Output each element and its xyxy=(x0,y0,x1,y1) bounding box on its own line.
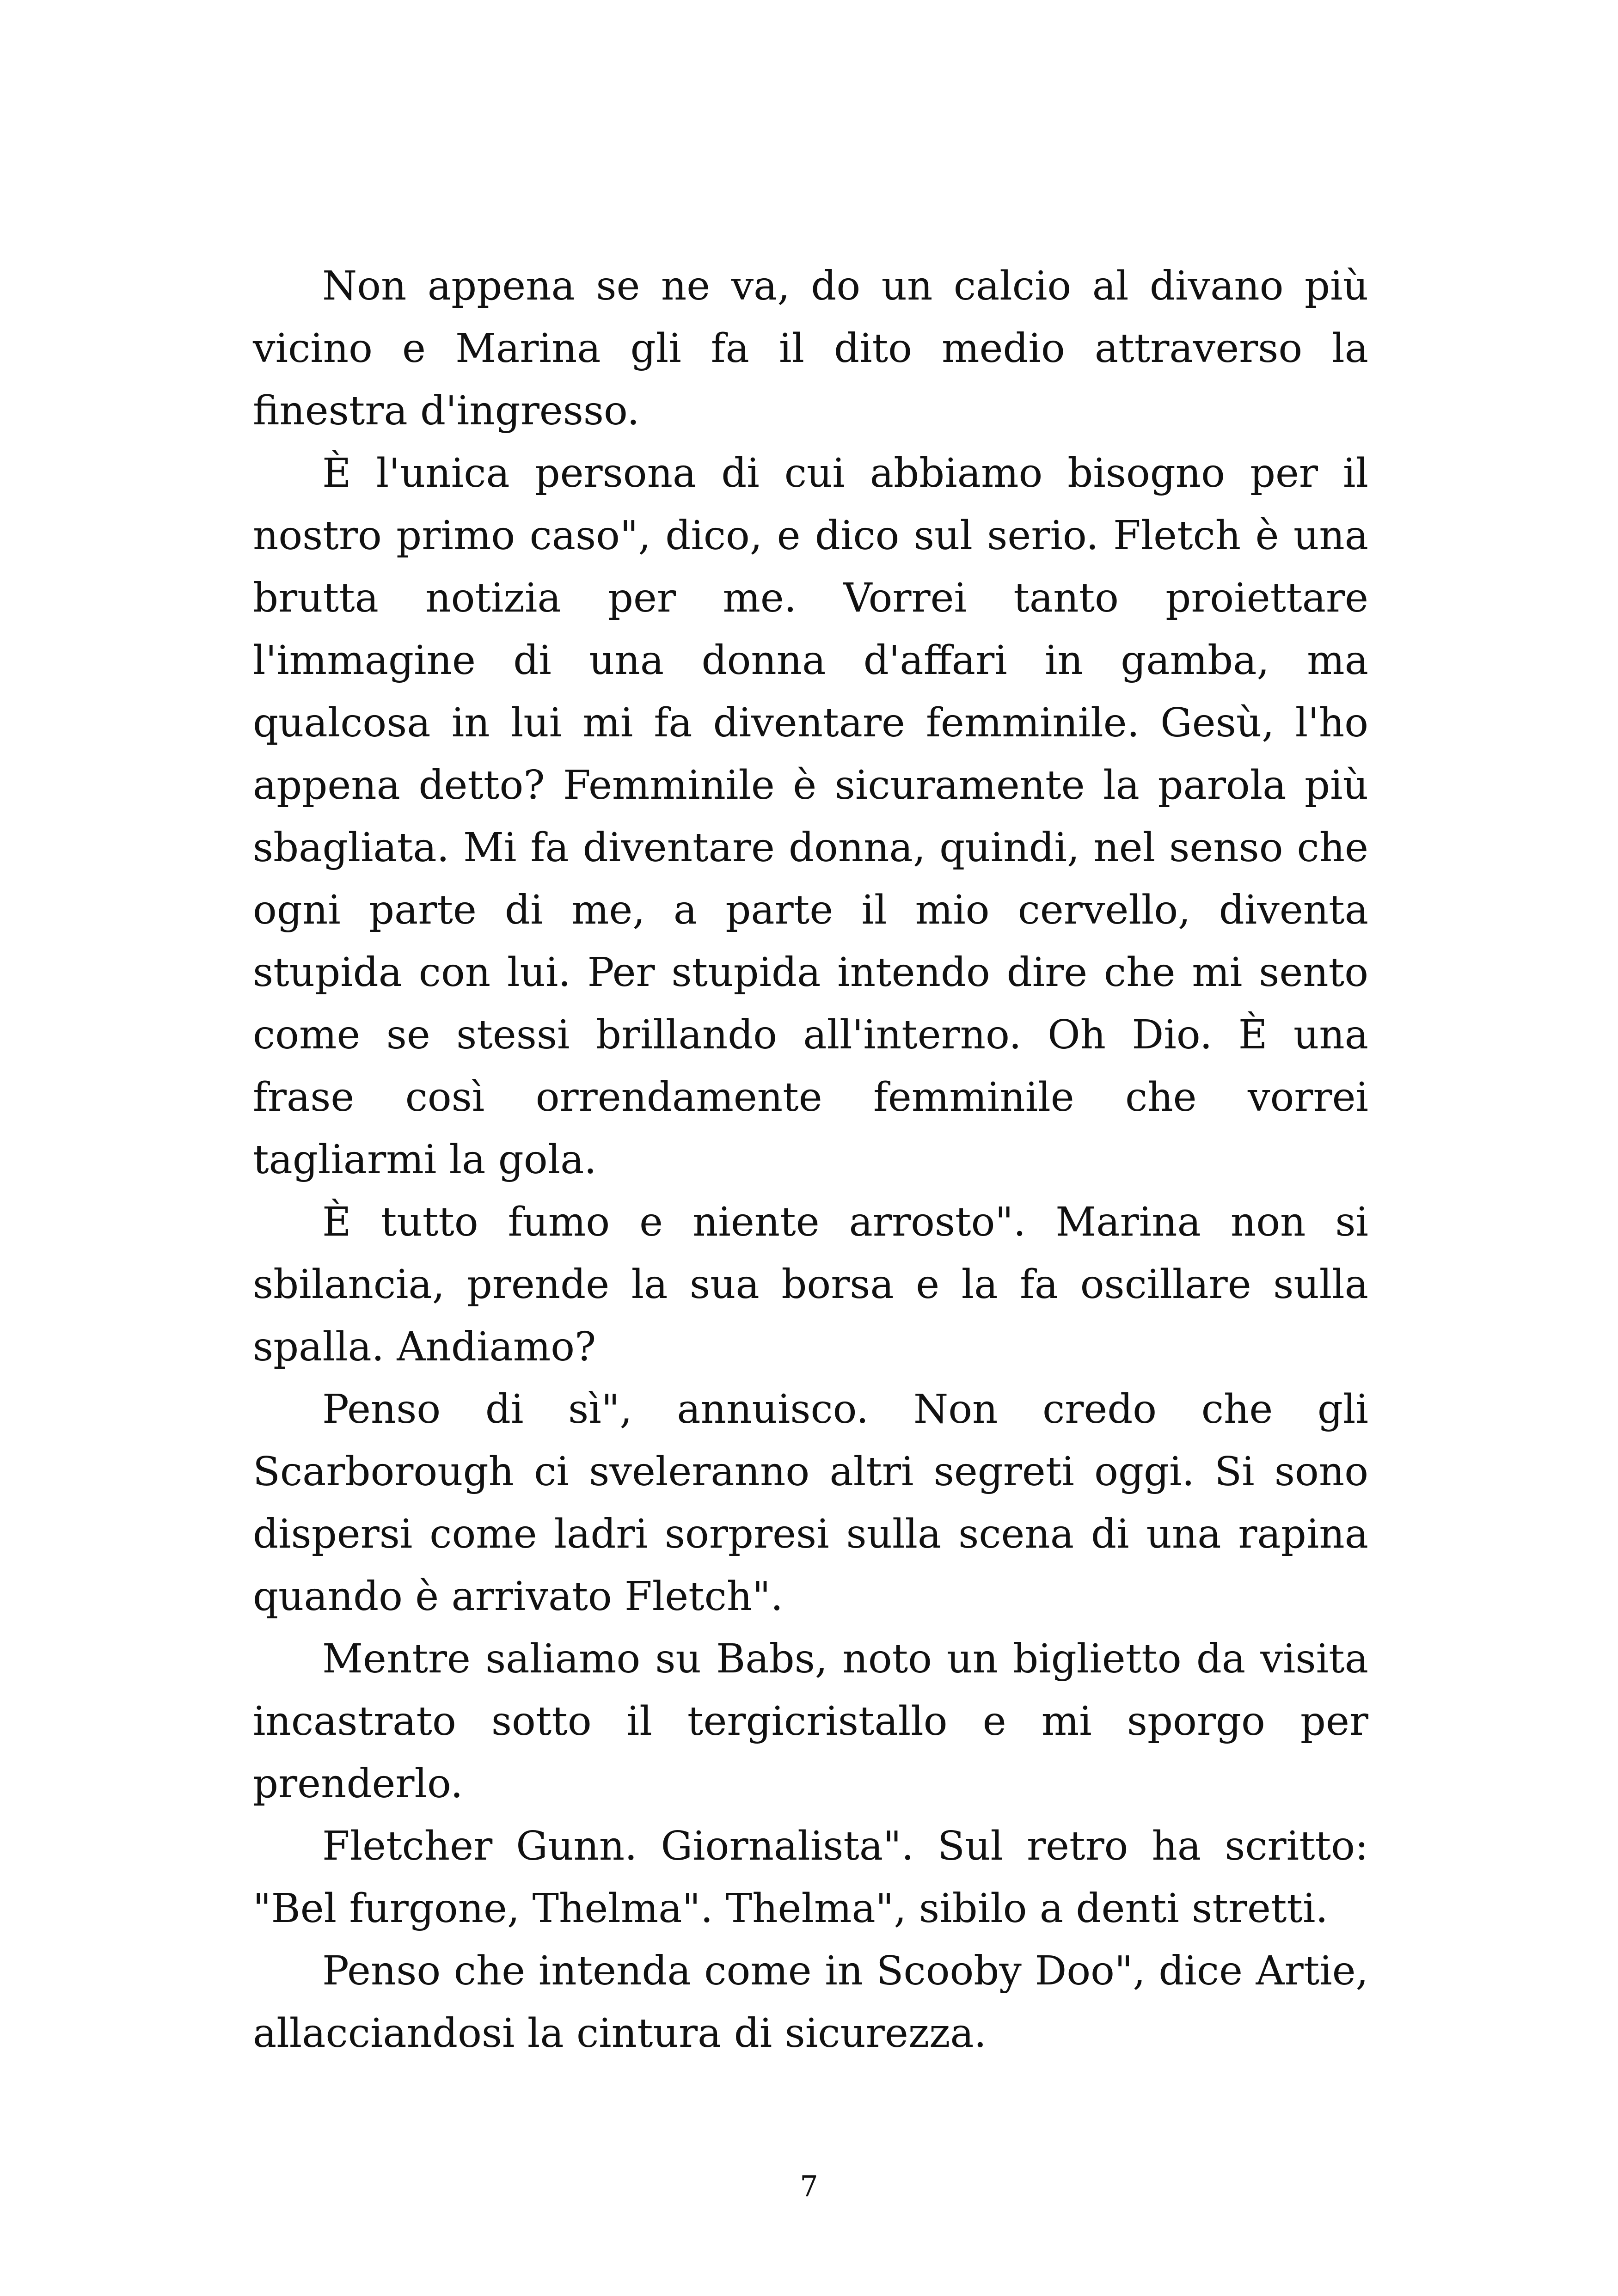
paragraph: Non appena se ne va, do un calcio al divano più vicino e Marina gli fa il dito medio attraverso la finestra d'ingresso. xyxy=(253,263,1368,434)
paragraph: È tutto fumo e niente arrosto". Marina non si sbilancia, prende la sua borsa e la fa oscillare sulla spalla. Andiamo? xyxy=(253,1199,1368,1370)
paragraph: Penso di sì", annuisco. Non credo che gli Scarborough ci sveleranno altri segreti oggi. Si sono dispersi come ladri sorpresi sulla scena di una rapina quando è arrivato Fletch". xyxy=(253,1386,1368,1620)
body-text xyxy=(253,255,1368,2065)
paragraph: Fletcher Gunn. Giornalista". Sul retro ha scritto: "Bel furgone, Thelma". Thelma", sibilo a denti stretti. xyxy=(253,1823,1368,1932)
paragraph: Mentre saliamo su Babs, noto un biglietto da visita incastrato sotto il tergicristallo e mi sporgo per prenderlo. xyxy=(253,1636,1368,1807)
paragraph: Penso che intenda come in Scooby Doo", dice Artie, allacciandosi la cintura di sicurezza. xyxy=(253,1948,1368,2057)
paragraph: È l'unica persona di cui abbiamo bisogno per il nostro primo caso", dico, e dico sul serio. Fletch è una brutta notizia per me. Vorrei tanto proiettare l'immagine di una donna d'affari in gamba, ma qualcosa in lui mi fa diventare femminile. Gesù, l'ho appena detto? Femminile è sicuramente la parola più sbagliata. Mi fa diventare donna, quindi, nel senso che ogni parte di me, a parte il mio cervello, diventa stupida con lui. Per stupida intendo dire che mi sento come se stessi brillando all'interno. Oh Dio. È una frase così orrendamente femminile che vorrei tagliarmi la gola. xyxy=(253,450,1368,1183)
page-number: 7 xyxy=(800,2169,818,2203)
